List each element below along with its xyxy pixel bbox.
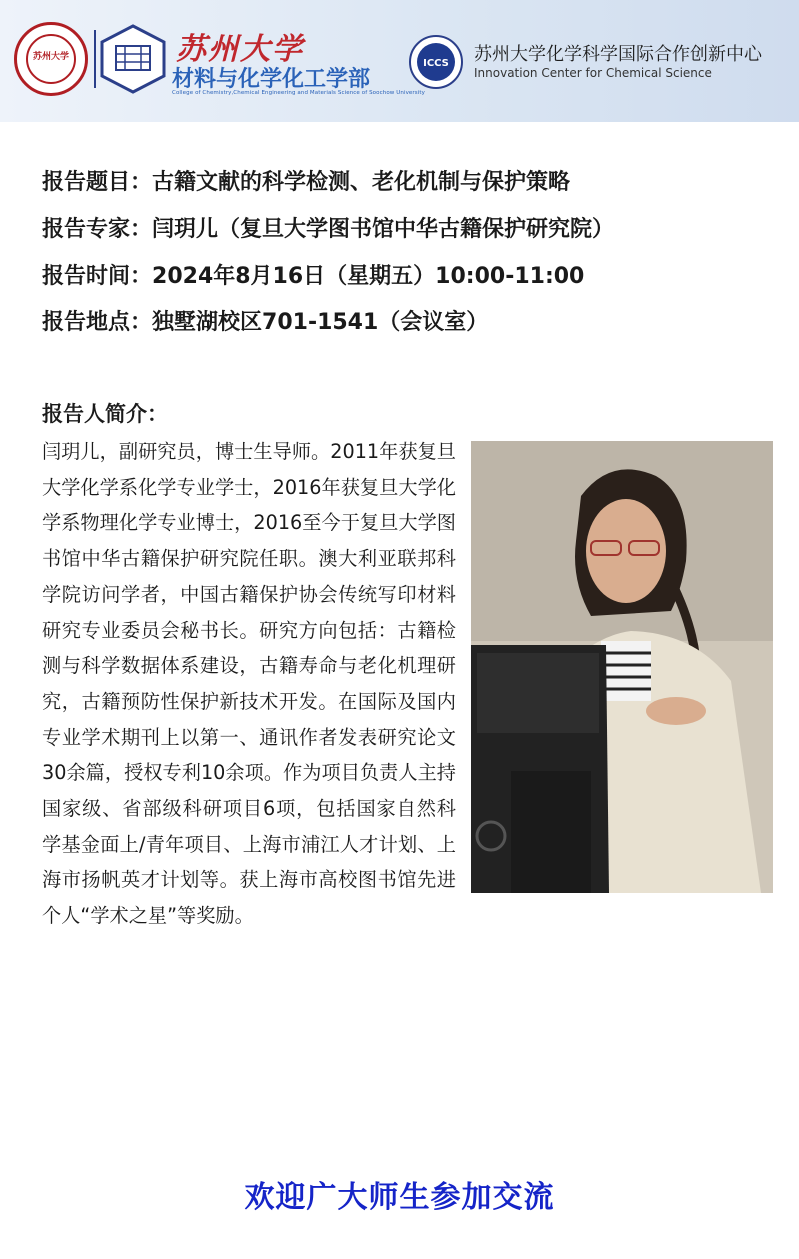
title-value: 古籍文献的科学检测、老化机制与保护策略 (152, 170, 571, 195)
seal-text: 苏州大学 (32, 52, 69, 62)
speaker-value: 闫玥儿（复旦大学图书馆中华古籍保护研究院） (152, 217, 615, 242)
info-row-speaker (42, 212, 614, 243)
info-row-time (42, 259, 584, 290)
time-value: 2024年8月16日（星期五）10:00-11:00 (152, 264, 585, 289)
welcome-banner: 欢迎广大师生参加交流 (244, 1180, 555, 1215)
location-value: 独墅湖校区701-1541（会议室） (152, 310, 489, 335)
speaker-photo (471, 441, 773, 893)
info-row-location (42, 305, 488, 336)
iccs-logo-text: ICCS (423, 58, 449, 69)
center-name-cn: 苏州大学化学科学国际合作创新中心 (474, 44, 762, 65)
title-label: 报告题目： (42, 170, 153, 195)
time-label: 报告时间： (42, 264, 153, 289)
iccs-logo-icon (408, 34, 464, 90)
department-name: 材料与化学化工学部 (172, 67, 371, 92)
bio-text: 闫玥儿，副研究员，博士生导师。2011年获复旦大学化学系化学专业学士，2016年获复旦大学化学系物理化学专业博士，2016至今于复旦大学图书馆中华古籍保护研究院任职。澳大利亚联邦科学院访问学者，中国古籍保护协会传统写印材料研究专业委员会秘书长。研究方向包括：古籍检测与科学数据体系建设，古籍寿命与老化机理研究，古籍预防性保护新技术开发。在国际及国内专业学术期刊上以第一、通讯作者发表研究论文30余篇，授权专利10余项。作为项目负责人主持国家级、省部级科研项目6项，包括国家自然科学基金面上/青年项目、上海市浦江人才计划、上海市扬帆英才计划等。获上海市高校图书馆先进个人“学术之星”等奖励。 (42, 440, 456, 928)
speaker-label: 报告专家： (42, 217, 153, 242)
department-name-en: College of Chemistry,Chemical Engineering and Materials Science of Soochow University (172, 90, 425, 96)
bio-heading: 报告人简介： (42, 402, 168, 426)
logo-divider (94, 30, 96, 88)
center-name-en: Innovation Center for Chemical Science (474, 66, 712, 80)
header-banner (0, 0, 799, 122)
department-emblem-icon (100, 24, 166, 94)
info-row-title (42, 165, 570, 196)
university-seal-logo (14, 22, 88, 96)
university-name: 苏州大学 (176, 32, 304, 67)
location-label: 报告地点： (42, 310, 153, 335)
